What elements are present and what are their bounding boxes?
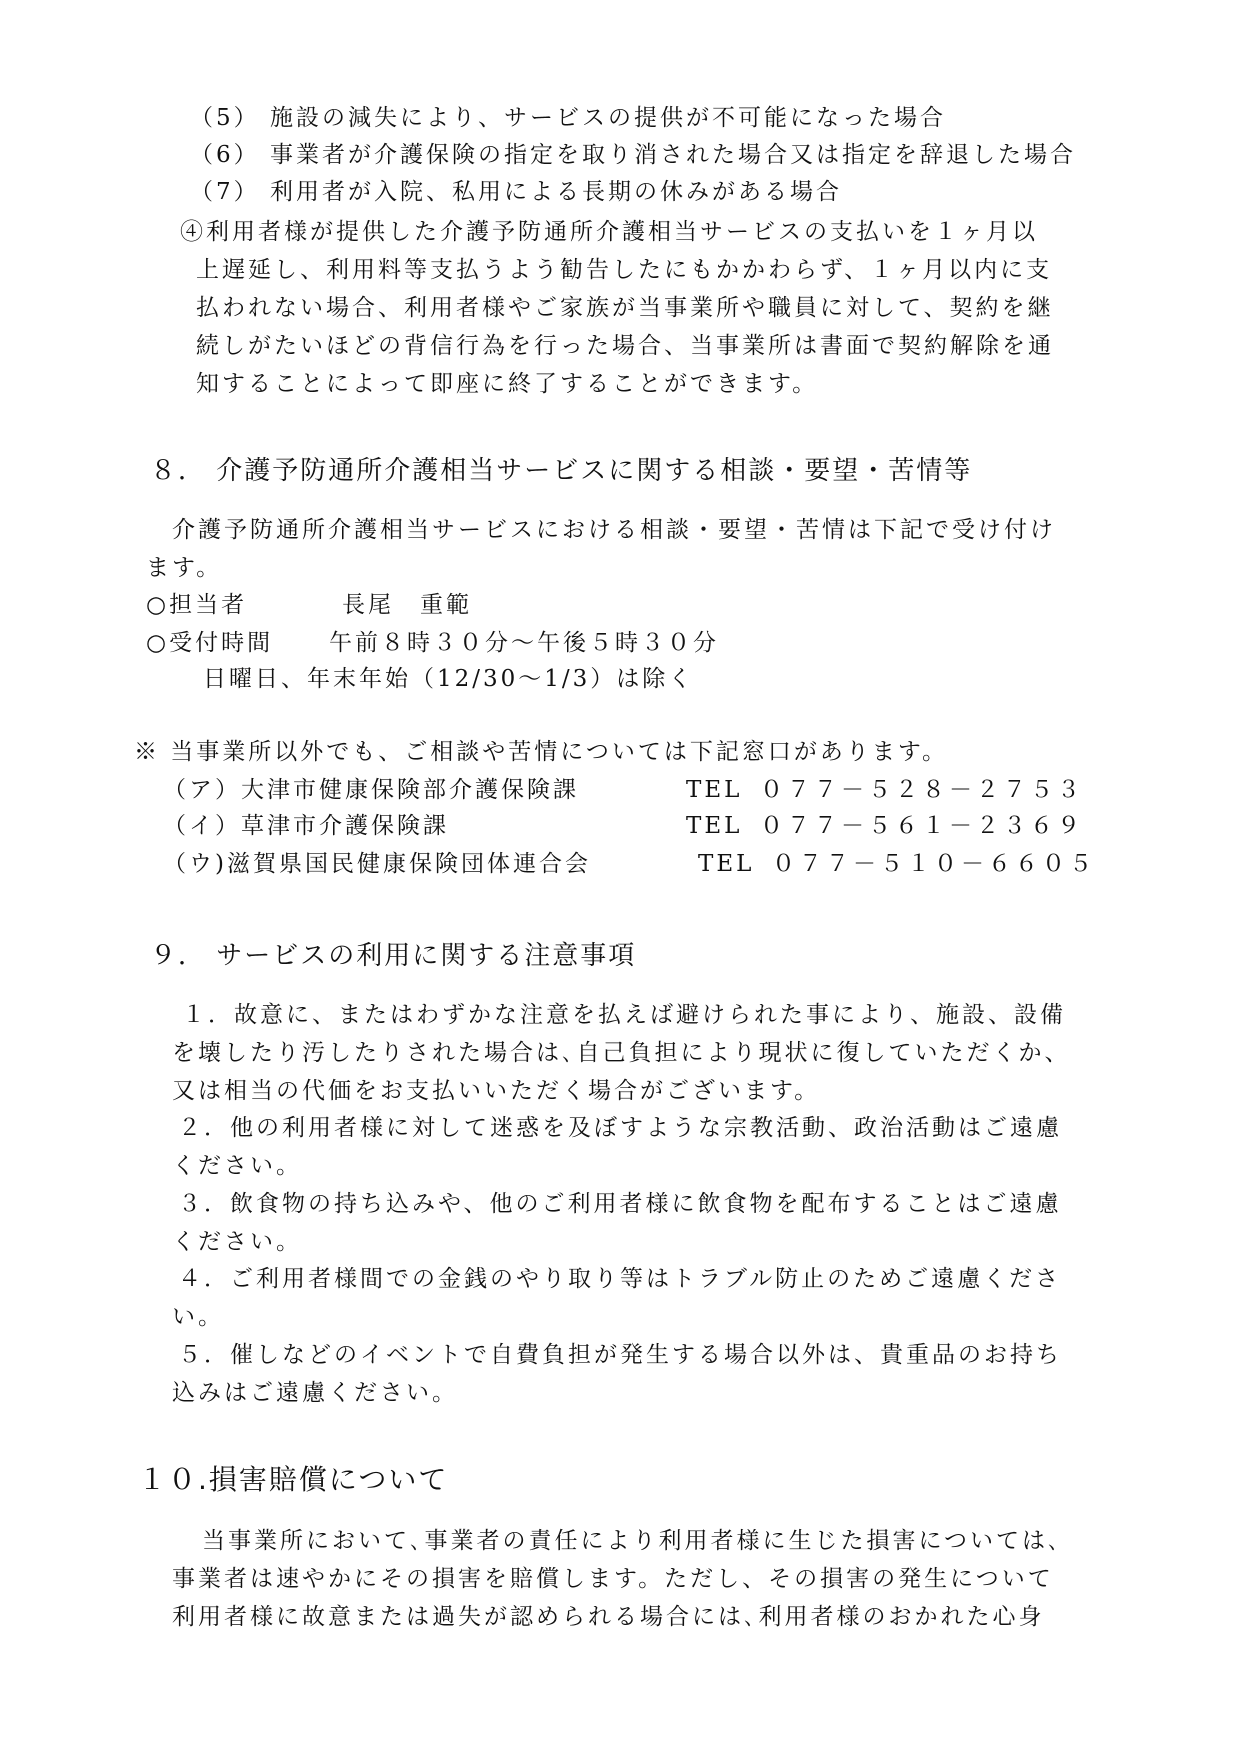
window-tel-number: ０７７－５１０－６６０５ [772,851,1096,877]
window-tel-label: TEL [686,777,743,803]
reception-hours-note: 日曜日、年末年始（12/30～1/3）は除く [203,666,695,692]
section-9-line: ください。 [172,1153,302,1179]
section-9-heading: ９． サービスの利用に関する注意事項 [150,941,637,971]
clause-4-line: 払われない場合、利用者様やご家族が当事業所や職員に対して、契約を継 [196,295,1054,321]
window-name: （イ）草津市介護保険課 [163,813,449,839]
section-8-intro-line: 介護予防通所介護相当サービスにおける相談・要望・苦情は下記で受け付け [172,517,1056,543]
window-name: （ウ)滋賀県国民健康保険団体連合会 [163,851,591,877]
section-10-line: 事業者は速やかにその損害を賠償します。ただし、その損害の発生について [172,1566,1054,1592]
window-tel-label: TEL [698,851,755,877]
section-9-line: ください。 [172,1229,302,1255]
reception-hours-label: ○受付時間 [146,630,274,656]
clause-4-line: 知することによって即座に終了することができます。 [196,371,819,397]
termination-item-6: （6） 事業者が介護保険の指定を取り消された場合又は指定を辞退した場合 [190,142,1076,168]
section-9-line: ２．他の利用者様に対して迷惑を及ぼすような宗教活動、政治活動はご遠慮 [178,1115,1062,1141]
clause-4-line: 続しがたいほどの背信行為を行った場合、当事業所は書面で契約解除を通 [196,333,1054,359]
section-8-intro-line: ます。 [146,555,223,581]
section-10-line: 利用者様に故意または過失が認められる場合には､利用者様のおかれた心身 [172,1604,1045,1630]
section-9-line: １．故意に、またはわずかな注意を払えば避けられた事により、施設、設備 [182,1002,1066,1028]
clause-4-line: ④利用者様が提供した介護予防通所介護相当サービスの支払いを１ヶ月以 [180,219,1038,245]
section-8-heading: ８． 介護予防通所介護相当サービスに関する相談・要望・苦情等 [150,456,973,486]
clause-4-line: 上遅延し、利用料等支払うよう勧告したにもかかわらず、１ヶ月以内に支 [196,257,1053,283]
section-9-line: 込みはご遠慮ください。 [172,1380,458,1406]
section-10-heading: １０.損害賠償について [138,1463,449,1496]
section-9-line: ５．催しなどのイベントで自費負担が発生する場合以外は、貴重品のお持ち [178,1342,1062,1368]
section-9-line: い。 [172,1304,224,1330]
section-10-line: 当事業所において､事業者の責任により利用者様に生じた損害については､ [202,1528,1063,1554]
window-tel-label: TEL [686,813,743,839]
section-9-line: を壊したり汚したりされた場合は､自己負担により現状に復していただくか、 [172,1040,1071,1066]
window-tel-number: ０７７－５２８－２７５３ [760,777,1084,803]
termination-item-5: （5） 施設の減失により、サービスの提供が不可能になった場合 [190,105,946,131]
section-9-line: ３．飲食物の持ち込みや、他のご利用者様に飲食物を配布することはご遠慮 [178,1191,1062,1217]
section-9-line: ４．ご利用者様間での金銭のやり取り等はトラブル防止のためご遠慮くださ [178,1266,1062,1292]
section-9-line: 又は相当の代価をお支払いいただく場合がございます。 [172,1078,821,1104]
contact-person-label: ○担当者 [146,592,248,618]
termination-item-7: （7） 利用者が入院、私用による長期の休みがある場合 [190,179,842,205]
reception-hours-value: 午前８時３０分～午後５時３０分 [329,630,719,656]
contact-person-name: 長尾 重範 [342,592,472,618]
window-name: （ア）大津市健康保険部介護保険課 [163,777,579,803]
window-tel-number: ０７７－５６１－２３６９ [760,813,1084,839]
other-windows-note: ※ 当事業所以外でも、ご相談や苦情については下記窓口があります。 [134,739,949,765]
